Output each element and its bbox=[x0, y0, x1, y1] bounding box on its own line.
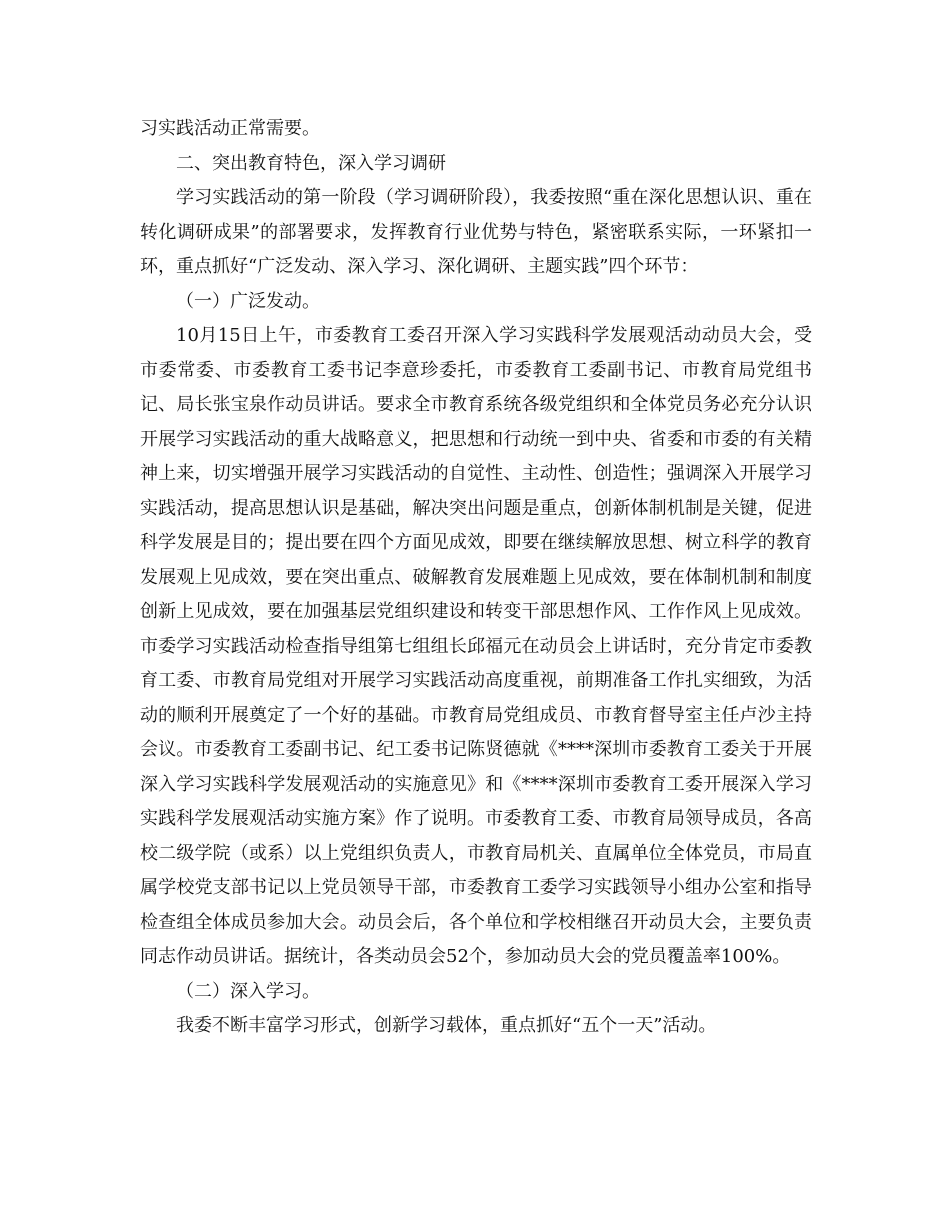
subsection-heading-2: （二）深入学习。 bbox=[176, 980, 320, 1002]
paragraph-mobilization: 10月15日上午，市委教育工委召开深入学习实践科学发展观活动动员大会，受市委常委、市委教育工委书记李意珍委托，市委教育工委副书记、市教育局党组书记、局长张宝泉作动员讲话。要求全市教育系统各级党组织和全体党员务必充分认识开展学习实践活动的重大战略意义，把思想和行动统一到中央、省委和市委的有关精神上来，切实增强开展学习实践活动的自觉性、主动性、创造性；强调深入开展学习实践活动，提高思想认识是基础，解决突出问题是重点，创新体制机制是关键，促进科学发展是目的；提出要在四个方面见成效，即要在继续解放思想、树立科学的教育发展观上见成效，要在突出重点、破解教育发展难题上见成效，要在体制机制和制度创新上见成效，要在加强基层党组织建设和转变干部思想作风、工作作风上见成效。市委学习实践活动检查指导组第七组组长邱福元在动员会上讲话时，充分肯定市委教育工委、市教育局党组对开展学习实践活动高度重视，前期准备工作扎实细致，为活动的顺利开展奠定了一个好的基础。市教育局党组成员、市教育督导室主任卢沙主持会议。市委教育工委副书记、纪工委书记陈贤德就《****深圳市委教育工委关于开展深入学习实践科学发展观活动的实施意见》和《****深圳市委教育工委开展深入学习实践科学发展观活动实施方案》作了说明。市委教育工委、市教育局领导成员，各高校二级学院（或系）以上党组织负责人，市教育局机关、直属单位全体党员，市局直属学校党支部书记以上党员领导干部，市委教育工委学习实践领导小组办公室和指导检查组全体成员参加大会。动员会后，各个单位和学校相继召开动员大会，主要负责同志作动员讲话。据统计，各类动员会52个，参加动员大会的党员覆盖率100%。 bbox=[140, 325, 812, 967]
paragraph-study: 我委不断丰富学习形式，创新学习载体，重点抓好“五个一天”活动。 bbox=[176, 1015, 717, 1036]
document-body bbox=[140, 112, 812, 1044]
paragraph-intro: 学习实践活动的第一阶段（学习调研阶段），我委按照“重在深化思想认识、重在转化调研成果”的部署要求，发挥教育行业优势与特色，紧密联系实际，一环紧扣一环，重点抓好“广泛发动、深入学习、深化调研、主题实践”四个环节： bbox=[140, 187, 812, 277]
subsection-heading-1: （一）广泛发动。 bbox=[176, 290, 320, 312]
paragraph-continuation: 习实践活动正常需要。 bbox=[140, 118, 320, 139]
section-heading-2: 二、突出教育特色，深入学习调研 bbox=[176, 152, 446, 174]
